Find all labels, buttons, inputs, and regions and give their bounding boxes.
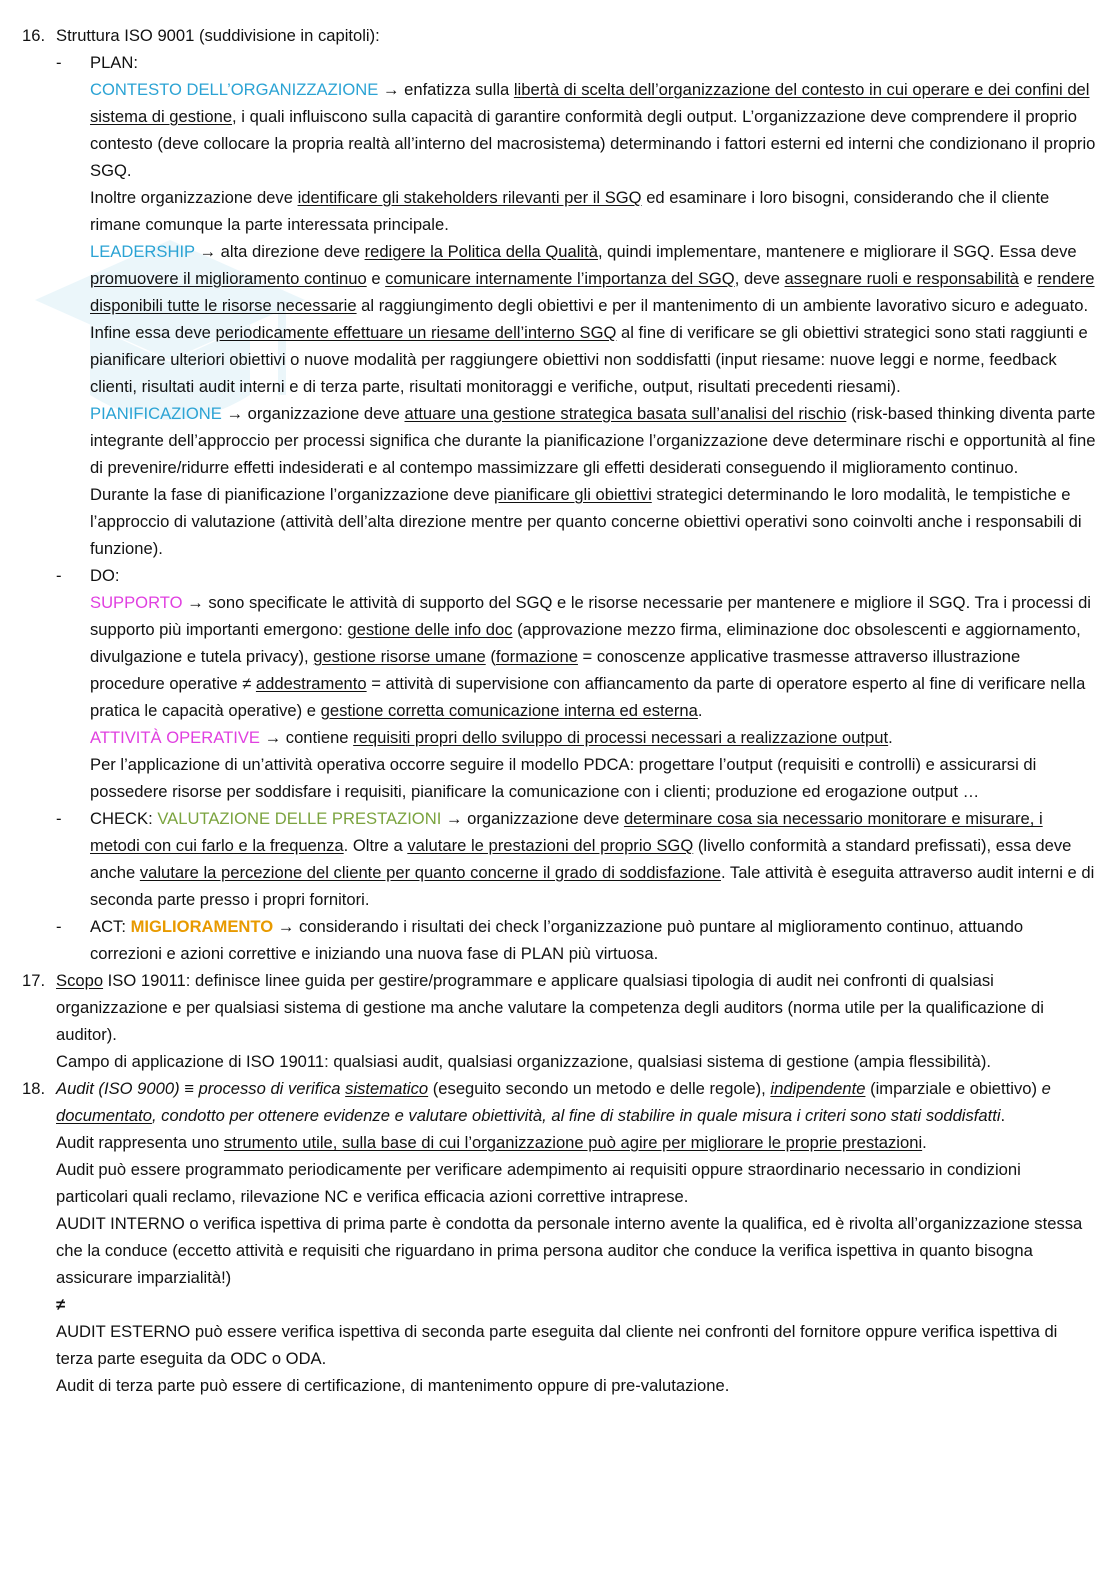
bullet-dash: -: [56, 53, 62, 72]
leadership-paragraph: LEADERSHIP → alta direzione deve redigere la Politica della Qualità, quindi implementare, mantenere e migliorare il SGQ. Essa deve promuovere il miglioramento continuo e comunicare internamente l’importanza del SGQ, deve assegnare ruoli e responsabilità e rendere disponibili tutte le risorse necessarie al raggiungimento degli obiettivi e per il mantenimento di un ambiente lavorativo sicuro e adeguato. Infine essa deve periodicamente effettuare un riesame dell’interno SGQ al fine di verificare se gli obiettivi strategici sono stati raggiunti e pianificare ulteriori obiettivi o nuove modalità per raggiungere obiettivi non soddisfatti (input riesame: nuove leggi e norme, feedback clienti, risultati audit interni e di terza parte, risultati monitoraggi e verifiche, output, risultati precedenti riesami).: [90, 242, 1095, 396]
item-number: 17.: [22, 971, 46, 990]
check-label: CHECK:: [90, 809, 158, 828]
do-label: DO:: [90, 566, 120, 585]
supporto-heading: SUPPORTO: [90, 593, 183, 612]
list-item-16: [22, 22, 1097, 967]
check-paragraph: CHECK: VALUTAZIONE DELLE PRESTAZIONI → organizzazione deve determinare cosa sia necessario monitorare e misurare, i metodi con cui farlo e la frequenza. Oltre a valutare le prestazioni del proprio SGQ (livello conformità a standard prefissati), essa deve anche valutare la percezione del cliente per quanto concerne il grado di soddisfazione. Tale attività è eseguita attraverso audit interni e di seconda parte presso i propri fornitori.: [90, 809, 1095, 909]
contesto-heading: CONTESTO DELL’ORGANIZZAZIONE: [90, 80, 379, 99]
bullet-dash: -: [56, 809, 62, 828]
audit-paragraph-3: Audit può essere programmato periodicamente per verificare adempimento ai requisiti oppure straordinario necessario in condizioni particolari quali reclamo, rilevazione NC e verifica efficacia azioni correttive intraprese.: [56, 1160, 1021, 1206]
item-title: Struttura ISO 9001 (suddivisione in capitoli):: [56, 26, 380, 45]
attivita-paragraph: ATTIVITÀ OPERATIVE → contiene requisiti propri dello sviluppo di processi necessari a realizzazione output.: [90, 728, 893, 747]
audit-esterno-paragraph: AUDIT ESTERNO può essere verifica ispettiva di seconda parte eseguita dal cliente nei confronti del fornitore oppure verifica ispettiva di terza parte eseguita da ODC o ODA.: [56, 1322, 1058, 1368]
bullet-plan: [56, 49, 1097, 562]
item-number: 16.: [22, 26, 46, 45]
supporto-paragraph: SUPPORTO → sono specificate le attività di supporto del SGQ e le risorse necessarie per mantenere e migliore il SGQ. Tra i processi di supporto più importanti emergono: gestione delle info doc (approvazione mezzo firma, eliminazione doc obsolescenti e aggiornamento, divulgazione e tutela privacy), gestione risorse umane (formazione = conoscenze applicative trasmesse attraverso illustrazione procedure operative ≠ addestramento = attività di supervisione con affiancamento da parte di operatore esperto al fine di verificare nella pratica le capacità operative) e gestione corretta comunicazione interna ed esterna.: [90, 593, 1091, 720]
bullet-dash: -: [56, 566, 62, 585]
list-item-18: [22, 1075, 1097, 1399]
pianificazione-heading: PIANIFICAZIONE: [90, 404, 222, 423]
list-item-17: [22, 967, 1097, 1075]
audit-definition: Audit (ISO 9000) ≡ processo di verifica sistematico (eseguito secondo un metodo e delle regole), indipendente (imparziale e obiettivo) e documentato, condotto per ottenere evidenze e valutare obiettività, al fine di stabilire in quale misura i criteri sono stati soddisfatti.: [56, 1079, 1051, 1125]
not-equal-symbol: ≠: [56, 1295, 66, 1314]
act-paragraph: ACT: MIGLIORAMENTO → considerando i risultati dei check l’organizzazione può puntare al miglioramento continuo, attuando correzioni e azioni correttive e iniziando una nuova fase di PLAN più virtuosa.: [90, 917, 1024, 963]
leadership-heading: LEADERSHIP: [90, 242, 195, 261]
contesto-paragraph-2: Inoltre organizzazione deve identificare gli stakeholders rilevanti per il SGQ ed esaminare i loro bisogni, considerando che il cliente rimane comunque la parte interessata principale.: [90, 188, 1050, 234]
attivita-heading: ATTIVITÀ OPERATIVE: [90, 728, 260, 747]
plan-label: PLAN:: [90, 53, 138, 72]
contesto-paragraph: CONTESTO DELL’ORGANIZZAZIONE → enfatizza sulla libertà di scelta dell’organizzazione del contesto in cui operare e dei confini del sistema di gestione, i quali influiscono sulla capacità di garantire conformità degli output. L’organizzazione deve comprendere il proprio contesto (deve collocare la propria realtà all’interno del macrosistema) determinando i fattori esterni ed interni che condizionano il proprio SGQ.: [90, 80, 1096, 180]
attivita-paragraph-2: Per l’applicazione di un’attività operativa occorre seguire il modello PDCA: progettare l’output (requisiti e controlli) e assicurarsi di possedere risorse per soddisfare i requisiti, pianificare la comunicazione con i clienti; produzione ed erogazione output …: [90, 755, 1037, 801]
campo-paragraph: Campo di applicazione di ISO 19011: qualsiasi audit, qualsiasi organizzazione, qualsiasi sistema di gestione (ampia flessibilità).: [56, 1052, 991, 1071]
bullet-act: [56, 913, 1097, 967]
act-heading: MIGLIORAMENTO: [130, 917, 274, 936]
pianificazione-paragraph-2: Durante la fase di pianificazione l’organizzazione deve pianificare gli obiettivi strategici determinando le loro modalità, le tempistiche e l’approccio di valutazione (attività dell’alta direzione mentre per quanto concerne obiettivi operativi sono coinvolti anche i responsabili di funzione).: [90, 485, 1082, 558]
bullet-dash: -: [56, 917, 62, 936]
scopo-paragraph: Scopo ISO 19011: definisce linee guida per gestire/programmare e applicare qualsiasi tipologia di audit nei confronti di qualsiasi organizzazione e per qualsiasi sistema di gestione ma anche valutare la competenza degli auditors (norma utile per la qualificazione di auditor).: [56, 971, 1044, 1044]
audit-terza-parte-paragraph: Audit di terza parte può essere di certificazione, di mantenimento oppure di pre-valutazione.: [56, 1376, 730, 1395]
item-number: 18.: [22, 1079, 46, 1098]
pianificazione-paragraph: PIANIFICAZIONE → organizzazione deve attuare una gestione strategica basata sull’analisi del rischio (risk-based thinking diventa parte integrante dell’approccio per processi significa che durante la pianificazione l’organizzazione deve determinare rischi e opportunità al fine di prevenire/ridurre effetti indesiderati e al contempo massimizzare gli effetti desiderati conseguendo il miglioramento continuo.: [90, 404, 1096, 477]
audit-interno-paragraph: AUDIT INTERNO o verifica ispettiva di prima parte è condotta da personale interno avente la qualifica, ed è rivolta all’organizzazione stessa che la conduce (eccetto attività e requisiti che riguardano in prima persona auditor che conduce la verifica ispettiva in quanto bisogna assicurare imparzialità!): [56, 1214, 1083, 1287]
audit-paragraph-2: Audit rappresenta uno strumento utile, sulla base di cui l’organizzazione può agire per migliorare le proprie prestazioni.: [56, 1133, 927, 1152]
check-heading: VALUTAZIONE DELLE PRESTAZIONI: [157, 809, 442, 828]
act-label: ACT:: [90, 917, 131, 936]
bullet-do: [56, 562, 1097, 805]
document-page: [22, 22, 1097, 1399]
bullet-check: [56, 805, 1097, 913]
